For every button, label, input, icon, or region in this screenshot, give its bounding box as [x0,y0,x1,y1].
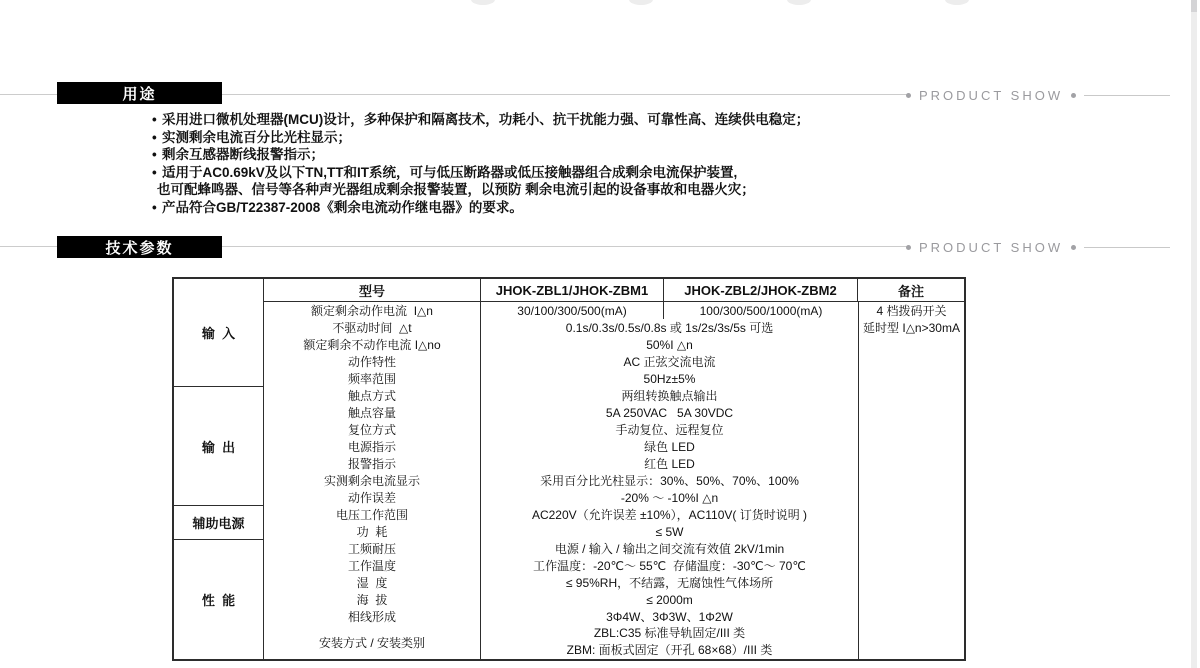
param-cell: 动作特性 [264,353,481,370]
remark-line: 延时型 I△n>30mA [863,321,960,335]
scrollbar-thumb[interactable] [1191,0,1197,12]
table-row [264,591,858,608]
value-cell: 工作温度：-20℃～ 55℃ 存储温度：-30℃～ 70℃ [533,559,806,573]
spec-table [172,277,966,661]
value-cell-model1: 30/100/300/500(mA) [481,302,664,319]
section-label-aux-power: 辅助电源 [174,506,263,540]
bullet-text: 产品符合GB/T22387-2008《剩余电流动作继电器》的要求。 [162,199,523,215]
usage-bullet-list [152,111,1052,217]
value-cell: -20% ～ -10%I △n [620,491,719,505]
deco-dot-icon [1071,93,1076,98]
decorative-scallop [787,0,811,5]
param-cell: 频率范围 [264,370,481,387]
table-row [264,489,858,506]
table-row [264,353,858,370]
header-model: 型号 [264,279,481,301]
value-cell: ≤ 2000m [646,592,693,607]
table-row [264,387,858,404]
value-cell: 0.1s/0.3s/0.5s/0.8s 或 1s/2s/3s/5s 可选 [565,321,774,335]
value-cell: AC220V（允许误差 ±10%），AC110V( 订货时说明 ) [531,508,808,522]
param-cell: 额定剩余动作电流 I△n [264,302,481,319]
list-item [152,111,1052,129]
value-line-zbl: ZBL:C35 标准导轨固定/III 类 [593,626,746,640]
value-cell: 采用百分比光柱显示：30%、50%、70%、100% [540,474,799,488]
value-cell: 50Hz±5% [643,371,696,386]
value-cell: 手动复位、远程复位 [615,423,724,437]
deco-dot-icon [1071,245,1076,250]
bullet-text: 也可配蜂鸣器、信号等各种声光器组成剩余报警装置，以预防 剩余电流引起的设备事故和电器火灾； [157,182,755,198]
bullet-text: 剩余互感器断线报警指示； [162,147,324,163]
product-show-label: PRODUCT SHOW [919,240,1064,255]
table-row [264,506,858,523]
table-row [264,523,858,540]
decorative-scallop [945,0,969,5]
product-show-decoration [906,88,1170,103]
list-item [152,164,1052,182]
param-cell: 功 耗 [264,523,481,540]
param-cell: 实测剩余电流显示 [264,472,481,489]
value-cell: 电源 / 输入 / 输出之间交流有效值 2kV/1min [554,542,785,556]
param-cell: 复位方式 [264,421,481,438]
param-cell: 工频耐压 [264,540,481,557]
param-cell: 安装方式 / 安装类别 [264,625,481,659]
spec-main-column [264,279,964,659]
remark-cell [858,302,964,659]
param-cell: 工作温度 [264,557,481,574]
value-cell: 3Φ4W、3Φ3W、1Φ2W [606,610,733,624]
param-cell: 海 拔 [264,591,481,608]
param-cell: 电压工作范围 [264,506,481,523]
deco-tail-line [1084,247,1170,248]
deco-dot-icon [906,93,911,98]
table-row [264,472,858,489]
table-row [264,336,858,353]
spec-table-body [264,302,964,659]
value-cell: 50%I △n [646,337,693,352]
header-remark: 备注 [897,283,924,299]
table-row [264,438,858,455]
bullet-text: 采用进口微机处理器(MCU)设计，多种保护和隔离技术，功耗小、抗干扰能力强、可靠性高、连续供电稳定； [162,112,810,127]
param-cell: 电源指示 [264,438,481,455]
param-cell: 相线形成 [264,608,481,625]
deco-dot-icon [906,245,911,250]
remark-line: 4 档拨码开关 [876,304,947,318]
param-cell: 触点容量 [264,404,481,421]
param-cell: 动作误差 [264,489,481,506]
value-cell: ≤ 5W [655,524,684,539]
table-row [264,319,858,336]
bullet-icon: • [152,199,157,215]
specs-section-title: 技术参数 [105,239,174,257]
list-item [152,129,1052,147]
bullet-icon: • [152,112,157,127]
param-cell: 湿 度 [264,574,481,591]
value-cell: 绿色 LED [644,440,695,454]
usage-section-badge [57,82,222,104]
scrollbar[interactable] [1191,0,1197,668]
value-cell [481,625,858,659]
decorative-scallop [629,0,653,5]
bullet-text: 实测剩余电流百分比光柱显示； [162,129,351,145]
param-cell: 触点方式 [264,387,481,404]
list-item [152,199,1052,217]
bullet-icon: • [152,129,157,145]
spec-table-header [264,279,964,302]
table-row [264,574,858,591]
table-row [264,625,858,659]
bullet-icon: • [152,147,157,163]
table-row [264,421,858,438]
section-label-performance: 性 能 [201,593,236,608]
product-show-decoration [906,240,1170,255]
list-item [152,146,1052,164]
section-label-output: 输 出 [174,387,263,506]
param-cell: 报警指示 [264,455,481,472]
value-cell: AC 正弦交流电流 [623,355,716,369]
bullet-icon: • [152,164,157,180]
list-item-continuation [152,181,1052,199]
param-value-grid [264,302,858,659]
spec-section-column [174,279,264,659]
value-cell: 红色 LED [644,457,695,471]
param-cell: 不驱动时间 △t [264,319,481,336]
table-row [264,370,858,387]
param-cell: 额定剩余不动作电流 I△no [264,336,481,353]
table-row [264,302,858,319]
table-row [264,455,858,472]
value-cell-model2: 100/300/500/1000(mA) [699,303,823,318]
table-row [264,557,858,574]
specs-section-badge [57,236,222,258]
header-model-2: JHOK-ZBL2/JHOK-ZBM2 [664,279,858,301]
section-label-input: 输 入 [174,279,263,387]
table-row [264,608,858,625]
usage-section-title: 用途 [122,85,157,103]
header-model-1: JHOK-ZBL1/JHOK-ZBM1 [481,279,664,301]
bullet-text: 适用于AC0.69kV及以下TN,TT和IT系统，可与低压断路器或低压接触器组合成剩余电流保护装置, [162,164,738,180]
product-show-label: PRODUCT SHOW [919,88,1064,103]
value-cell: 5A 250VAC 5A 30VDC [605,405,734,420]
table-row [264,540,858,557]
table-row [264,404,858,421]
value-cell: 两组转换触点输出 [621,389,718,403]
decorative-scallop [471,0,495,5]
deco-tail-line [1084,95,1170,96]
value-line-zbm: ZBM: 面板式固定（开孔 68×68）/III 类 [566,643,773,657]
value-cell: ≤ 95%RH，不结露，无腐蚀性气体场所 [565,576,774,590]
